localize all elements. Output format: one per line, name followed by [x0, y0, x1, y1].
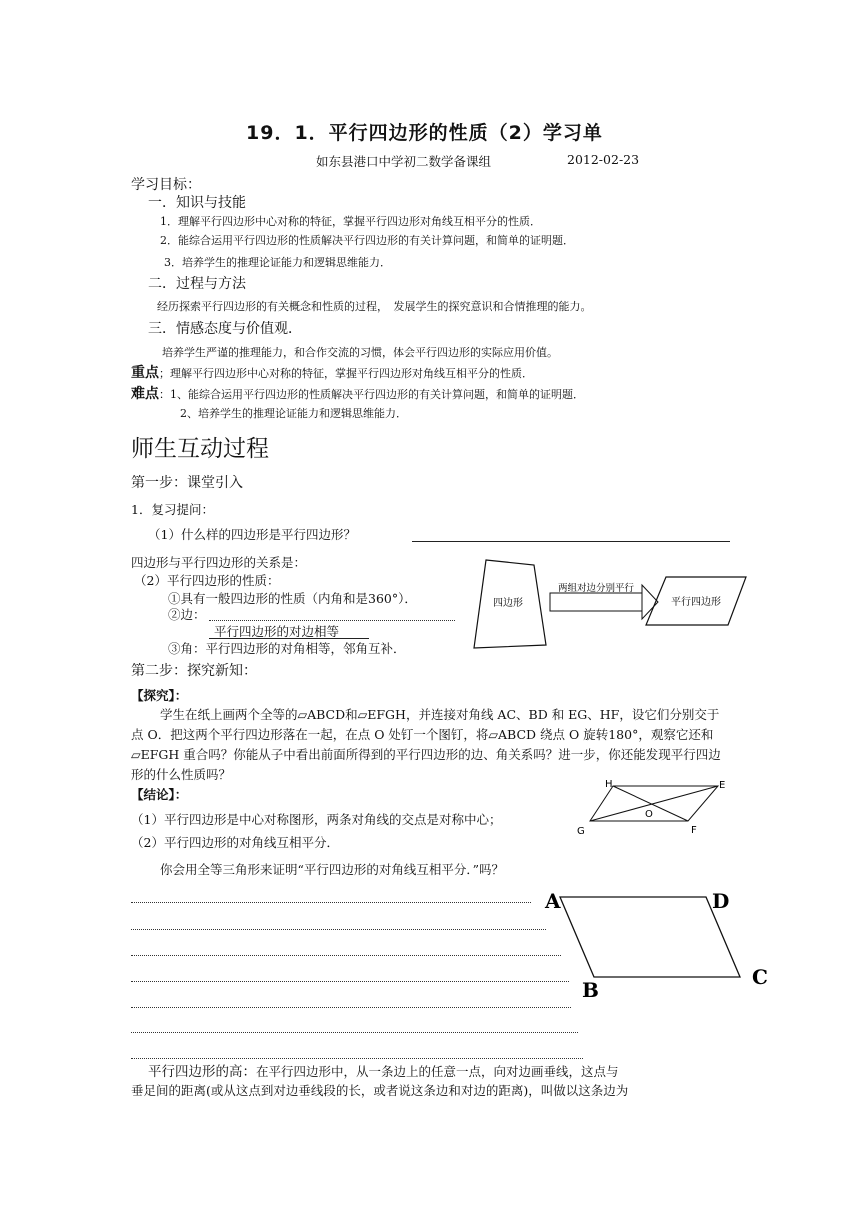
step1-heading: 第一步：课堂引入 [131, 475, 243, 491]
conclusion-2: （2）平行四边形的对角线互相平分． [131, 835, 339, 850]
relation-text: 四边形与平行四边形的关系是： [131, 555, 307, 570]
parallelogram-abcd-diagram [540, 880, 772, 1005]
section2-text: 经历探索平行四边形的有关概念和性质的过程， 发展学生的探究意识和合情推理的能力。 [157, 300, 592, 313]
proof-line[interactable] [131, 902, 531, 903]
explore-text: 学生在纸上画两个全等的▱ABCD和▱EFGH，并连接对角线 AC、BD 和 EG、HF，设它们分别交于点 O．把这两个平行四边形落在一起，在点 O 处钉一个图钉，将▱ABCD 绕点 O 旋转180°，观察它还和▱EFGH 重合吗？你能从子中看出前面所得到的平行四边形的边、角关系吗？进一步，你还能发现平行四边形的什么性质吗？ [131, 707, 721, 782]
quadrilateral-label: 四边形 [493, 598, 523, 609]
key-label: 重点 [131, 365, 159, 381]
height-label: 平行四边形的高： [148, 1064, 256, 1080]
label-d: D [712, 889, 730, 913]
section1-item: 3．培养学生的推理论证能力和逻辑思维能力． [164, 256, 391, 269]
quadrilateral-diagram [468, 555, 758, 655]
conclusion-label: 【结论】： [131, 787, 188, 802]
label-c: C [752, 965, 768, 989]
page-title: 19．1．平行四边形的性质（2）学习单 [246, 122, 603, 144]
height-text-2: 垂足间的距离(或从这点到对边垂线段的长，或者说这条边和对边的距离)，叫做以这条边为 [131, 1083, 629, 1098]
explore-label: 【探究】： [131, 688, 188, 703]
question-1: （1）什么样的四边形是平行四边形？ [148, 527, 356, 542]
process-heading: 师生互动过程 [131, 436, 269, 462]
prove-question: 你会用全等三角形来证明“平行四边形的对角线互相平分．”吗？ [160, 862, 505, 877]
goals-heading: 学习目标： [131, 177, 201, 193]
step2-heading: 第二步：探究新知： [131, 663, 257, 679]
property-3: ③角：平行四边形的对角相等，邻角互补． [168, 641, 406, 656]
label-a: A [545, 889, 561, 913]
key-text: ；理解平行四边形中心对称的特征，掌握平行四边形对角线互相平分的性质． [159, 367, 533, 380]
section1-item: 2．能综合运用平行四边形的性质解决平行四边形的有关计算问题，和简单的证明题． [160, 234, 574, 247]
arrow-body [550, 593, 642, 611]
proof-line[interactable] [131, 1058, 583, 1059]
property-2-answer: 平行四边形的对边相等 [214, 624, 340, 639]
arrow-label: 两组对边分别平行 [557, 583, 635, 594]
height-text-1: 在平行四边形中，从一条边上的任意一点，向对边画垂线，这点与 [256, 1064, 619, 1079]
label-g: G [577, 826, 585, 836]
difficult-label: 难点 [131, 386, 159, 402]
question-2: （2）平行四边形的性质： [134, 573, 280, 588]
label-b: B [582, 978, 599, 1002]
section3-text: 培养学生严谨的推理能力，和合作交流的习惯，体会平行四边形的实际应用价值。 [162, 346, 558, 359]
section1-heading: 一．知识与技能 [148, 195, 246, 211]
answer-line[interactable] [209, 620, 455, 621]
section2-heading: 二．过程与方法 [148, 276, 246, 292]
answer-line[interactable] [412, 541, 730, 542]
review-label: 1．复习提问： [131, 502, 214, 517]
difficult-point [131, 383, 584, 403]
proof-line[interactable] [131, 1032, 578, 1033]
proof-line[interactable] [131, 955, 561, 956]
parallelogram-efgh-diagram [573, 776, 733, 836]
proof-line[interactable] [131, 1007, 571, 1008]
difficult-text-2: 2、培养学生的推理论证能力和逻辑思维能力． [180, 407, 407, 420]
label-o: O [645, 809, 653, 820]
proof-line[interactable] [131, 929, 546, 930]
conclusion-1: （1）平行四边形是中心对称图形，两条对角线的交点是对称中心； [131, 812, 502, 827]
section1-item: 1．理解平行四边形中心对称的特征，掌握平行四边形对角线互相平分的性质． [160, 215, 541, 228]
byline: 如东县港口中学初二数学备课组 [316, 154, 492, 169]
date: 2012-02-23 [567, 152, 640, 167]
label-f: F [691, 825, 697, 836]
key-point [131, 362, 533, 382]
height-definition [148, 1060, 619, 1080]
label-h: H [605, 779, 613, 790]
property-2: ②边： [168, 607, 206, 622]
difficult-text: ：1、能综合运用平行四边形的性质解决平行四边形的有关计算问题，和简单的证明题． [159, 388, 584, 401]
property-1: ①具有一般四边形的性质（内角和是360°）． [168, 591, 417, 606]
parallelogram-label: 平行四边形 [671, 597, 721, 608]
proof-line[interactable] [131, 981, 569, 982]
section3-heading: 三．情感态度与价值观． [148, 321, 302, 337]
label-e: E [719, 780, 726, 791]
